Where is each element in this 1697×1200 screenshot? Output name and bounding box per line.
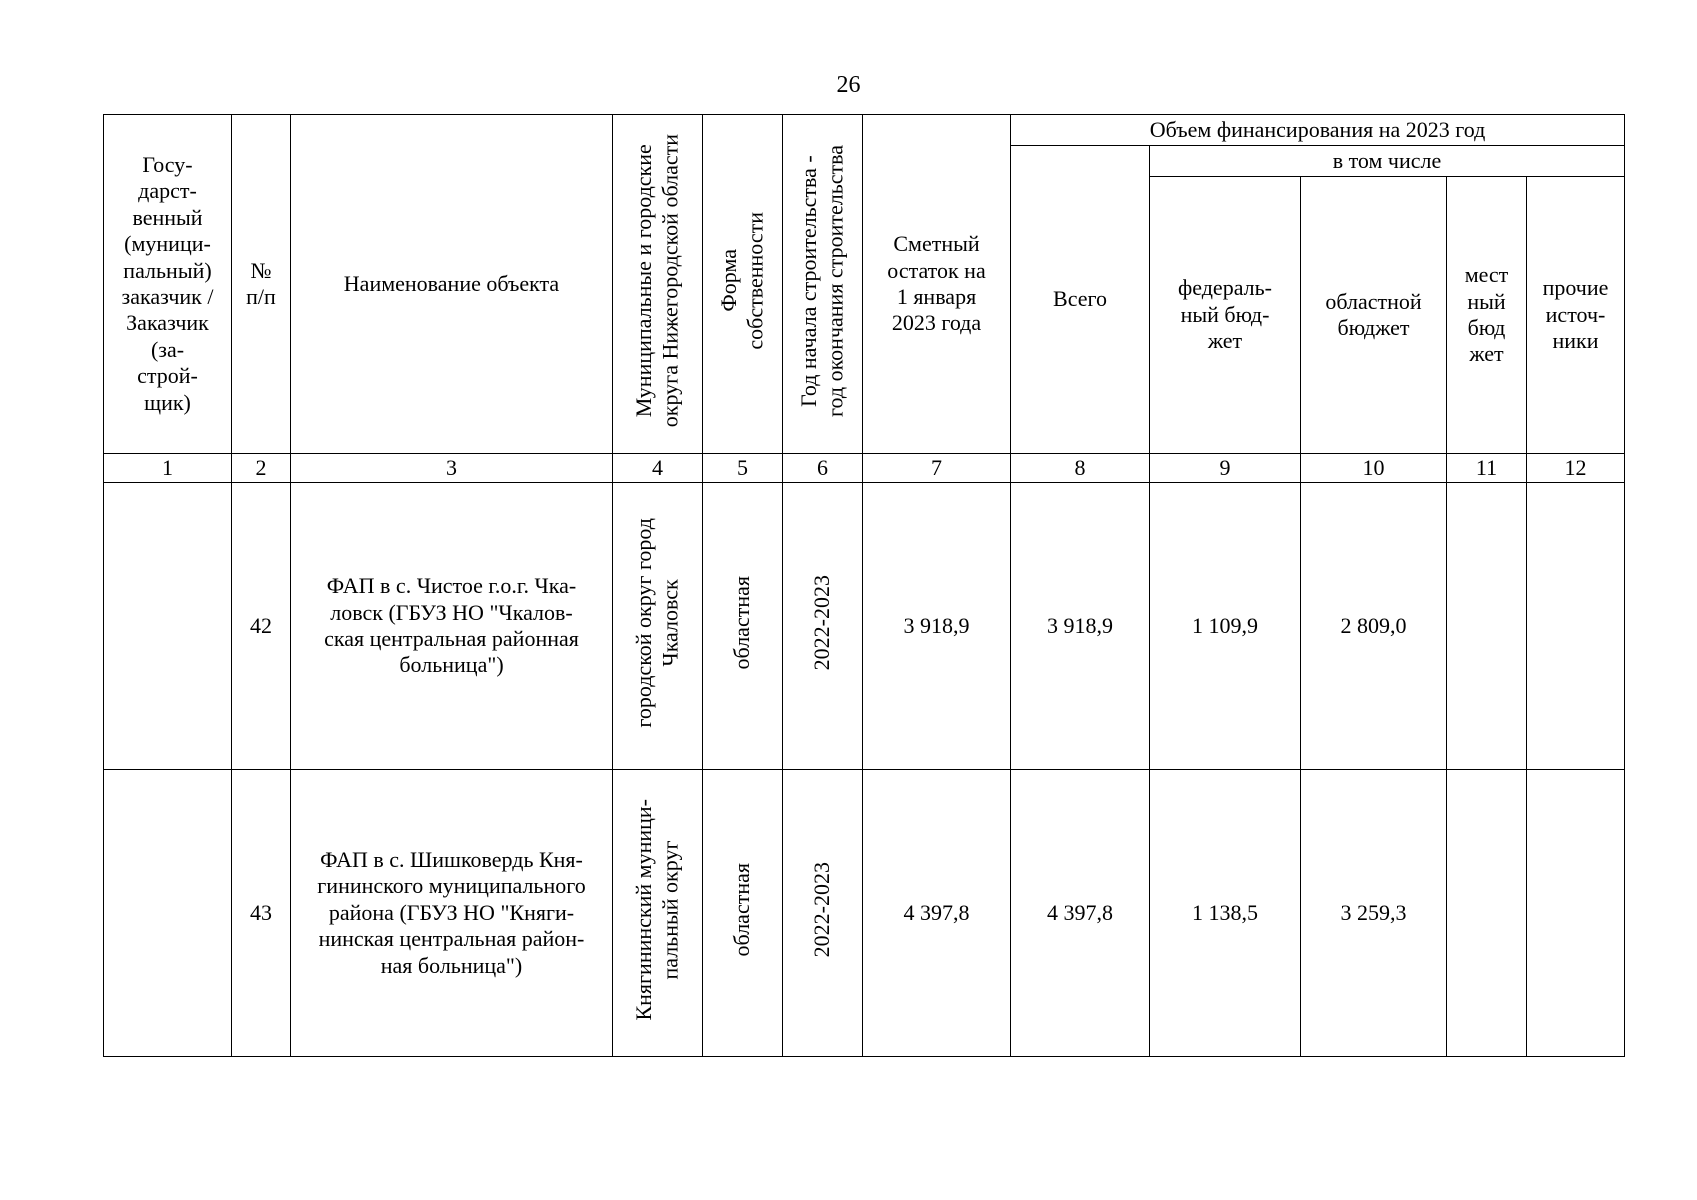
cell-total: 3 918,9 — [1011, 483, 1150, 770]
cell-regional: 2 809,0 — [1301, 483, 1447, 770]
header-customer: Госу- дарст- венный (муници- пальный) заказчик / Заказчик (за- строй- щик) — [104, 115, 232, 454]
cell-number: 43 — [232, 770, 291, 1057]
column-number: 1 — [104, 454, 232, 483]
cell-district — [613, 770, 703, 1057]
cell-years — [783, 770, 863, 1057]
cell-years-text: 2022-2023 — [809, 862, 835, 958]
column-number: 9 — [1150, 454, 1301, 483]
funding-table — [103, 114, 1625, 1057]
cell-customer — [104, 483, 232, 770]
column-number: 2 — [232, 454, 291, 483]
cell-district-text: Княгининский муници- пальный округ — [631, 799, 683, 1021]
header-ownership-text: Форма собственности — [716, 212, 768, 350]
column-number: 7 — [863, 454, 1011, 483]
cell-number: 42 — [232, 483, 291, 770]
header-federal: федераль- ный бюд- жет — [1150, 177, 1301, 454]
column-number: 12 — [1527, 454, 1625, 483]
cell-district — [613, 483, 703, 770]
table-row — [104, 483, 1625, 770]
header-regional: областной бюджет — [1301, 177, 1447, 454]
header-funding-group: Объем финансирования на 2023 год — [1011, 115, 1625, 146]
header-total: Всего — [1011, 146, 1150, 454]
cell-years-text: 2022-2023 — [809, 575, 835, 671]
cell-local — [1447, 770, 1527, 1057]
cell-district-text: городской округ город Чкаловск — [631, 518, 683, 728]
header-districts — [613, 115, 703, 454]
column-numbers-row — [104, 454, 1625, 483]
header-other: прочие источ- ники — [1527, 177, 1625, 454]
cell-total: 4 397,8 — [1011, 770, 1150, 1057]
column-number: 4 — [613, 454, 703, 483]
column-number: 5 — [703, 454, 783, 483]
column-number: 10 — [1301, 454, 1447, 483]
cell-ownership — [703, 483, 783, 770]
header-number: № п/п — [232, 115, 291, 454]
column-number: 8 — [1011, 454, 1150, 483]
header-object-name: Наименование объекта — [291, 115, 613, 454]
cell-object-name: ФАП в с. Шишковердь Кня- гининского муниципального района (ГБУЗ НО "Княги- нинская центральная район- ная больница") — [291, 770, 613, 1057]
cell-ownership — [703, 770, 783, 1057]
cell-balance: 4 397,8 — [863, 770, 1011, 1057]
cell-regional: 3 259,3 — [1301, 770, 1447, 1057]
header-local: мест ный бюд жет — [1447, 177, 1527, 454]
header-row — [104, 115, 1625, 146]
cell-ownership-text: областная — [729, 576, 755, 670]
page-number: 26 — [836, 72, 861, 98]
cell-object-name: ФАП в с. Чистое г.о.г. Чка- ловск (ГБУЗ НО "Чкалов- ская центральная районная больница") — [291, 483, 613, 770]
header-years — [783, 115, 863, 454]
header-years-text: Год начала строительства - год окончания строительства — [796, 144, 848, 417]
header-balance: Сметный остаток на 1 января 2023 года — [863, 115, 1011, 454]
column-number: 6 — [783, 454, 863, 483]
header-including: в том числе — [1150, 146, 1625, 177]
cell-balance: 3 918,9 — [863, 483, 1011, 770]
cell-federal: 1 109,9 — [1150, 483, 1301, 770]
cell-years — [783, 483, 863, 770]
cell-ownership-text: областная — [729, 863, 755, 957]
header-ownership — [703, 115, 783, 454]
cell-federal: 1 138,5 — [1150, 770, 1301, 1057]
column-number: 11 — [1447, 454, 1527, 483]
cell-customer — [104, 770, 232, 1057]
cell-local — [1447, 483, 1527, 770]
column-number: 3 — [291, 454, 613, 483]
cell-other — [1527, 770, 1625, 1057]
header-districts-text: Муниципальные и городские округа Нижегородской области — [631, 134, 683, 428]
table-row — [104, 770, 1625, 1057]
cell-other — [1527, 483, 1625, 770]
